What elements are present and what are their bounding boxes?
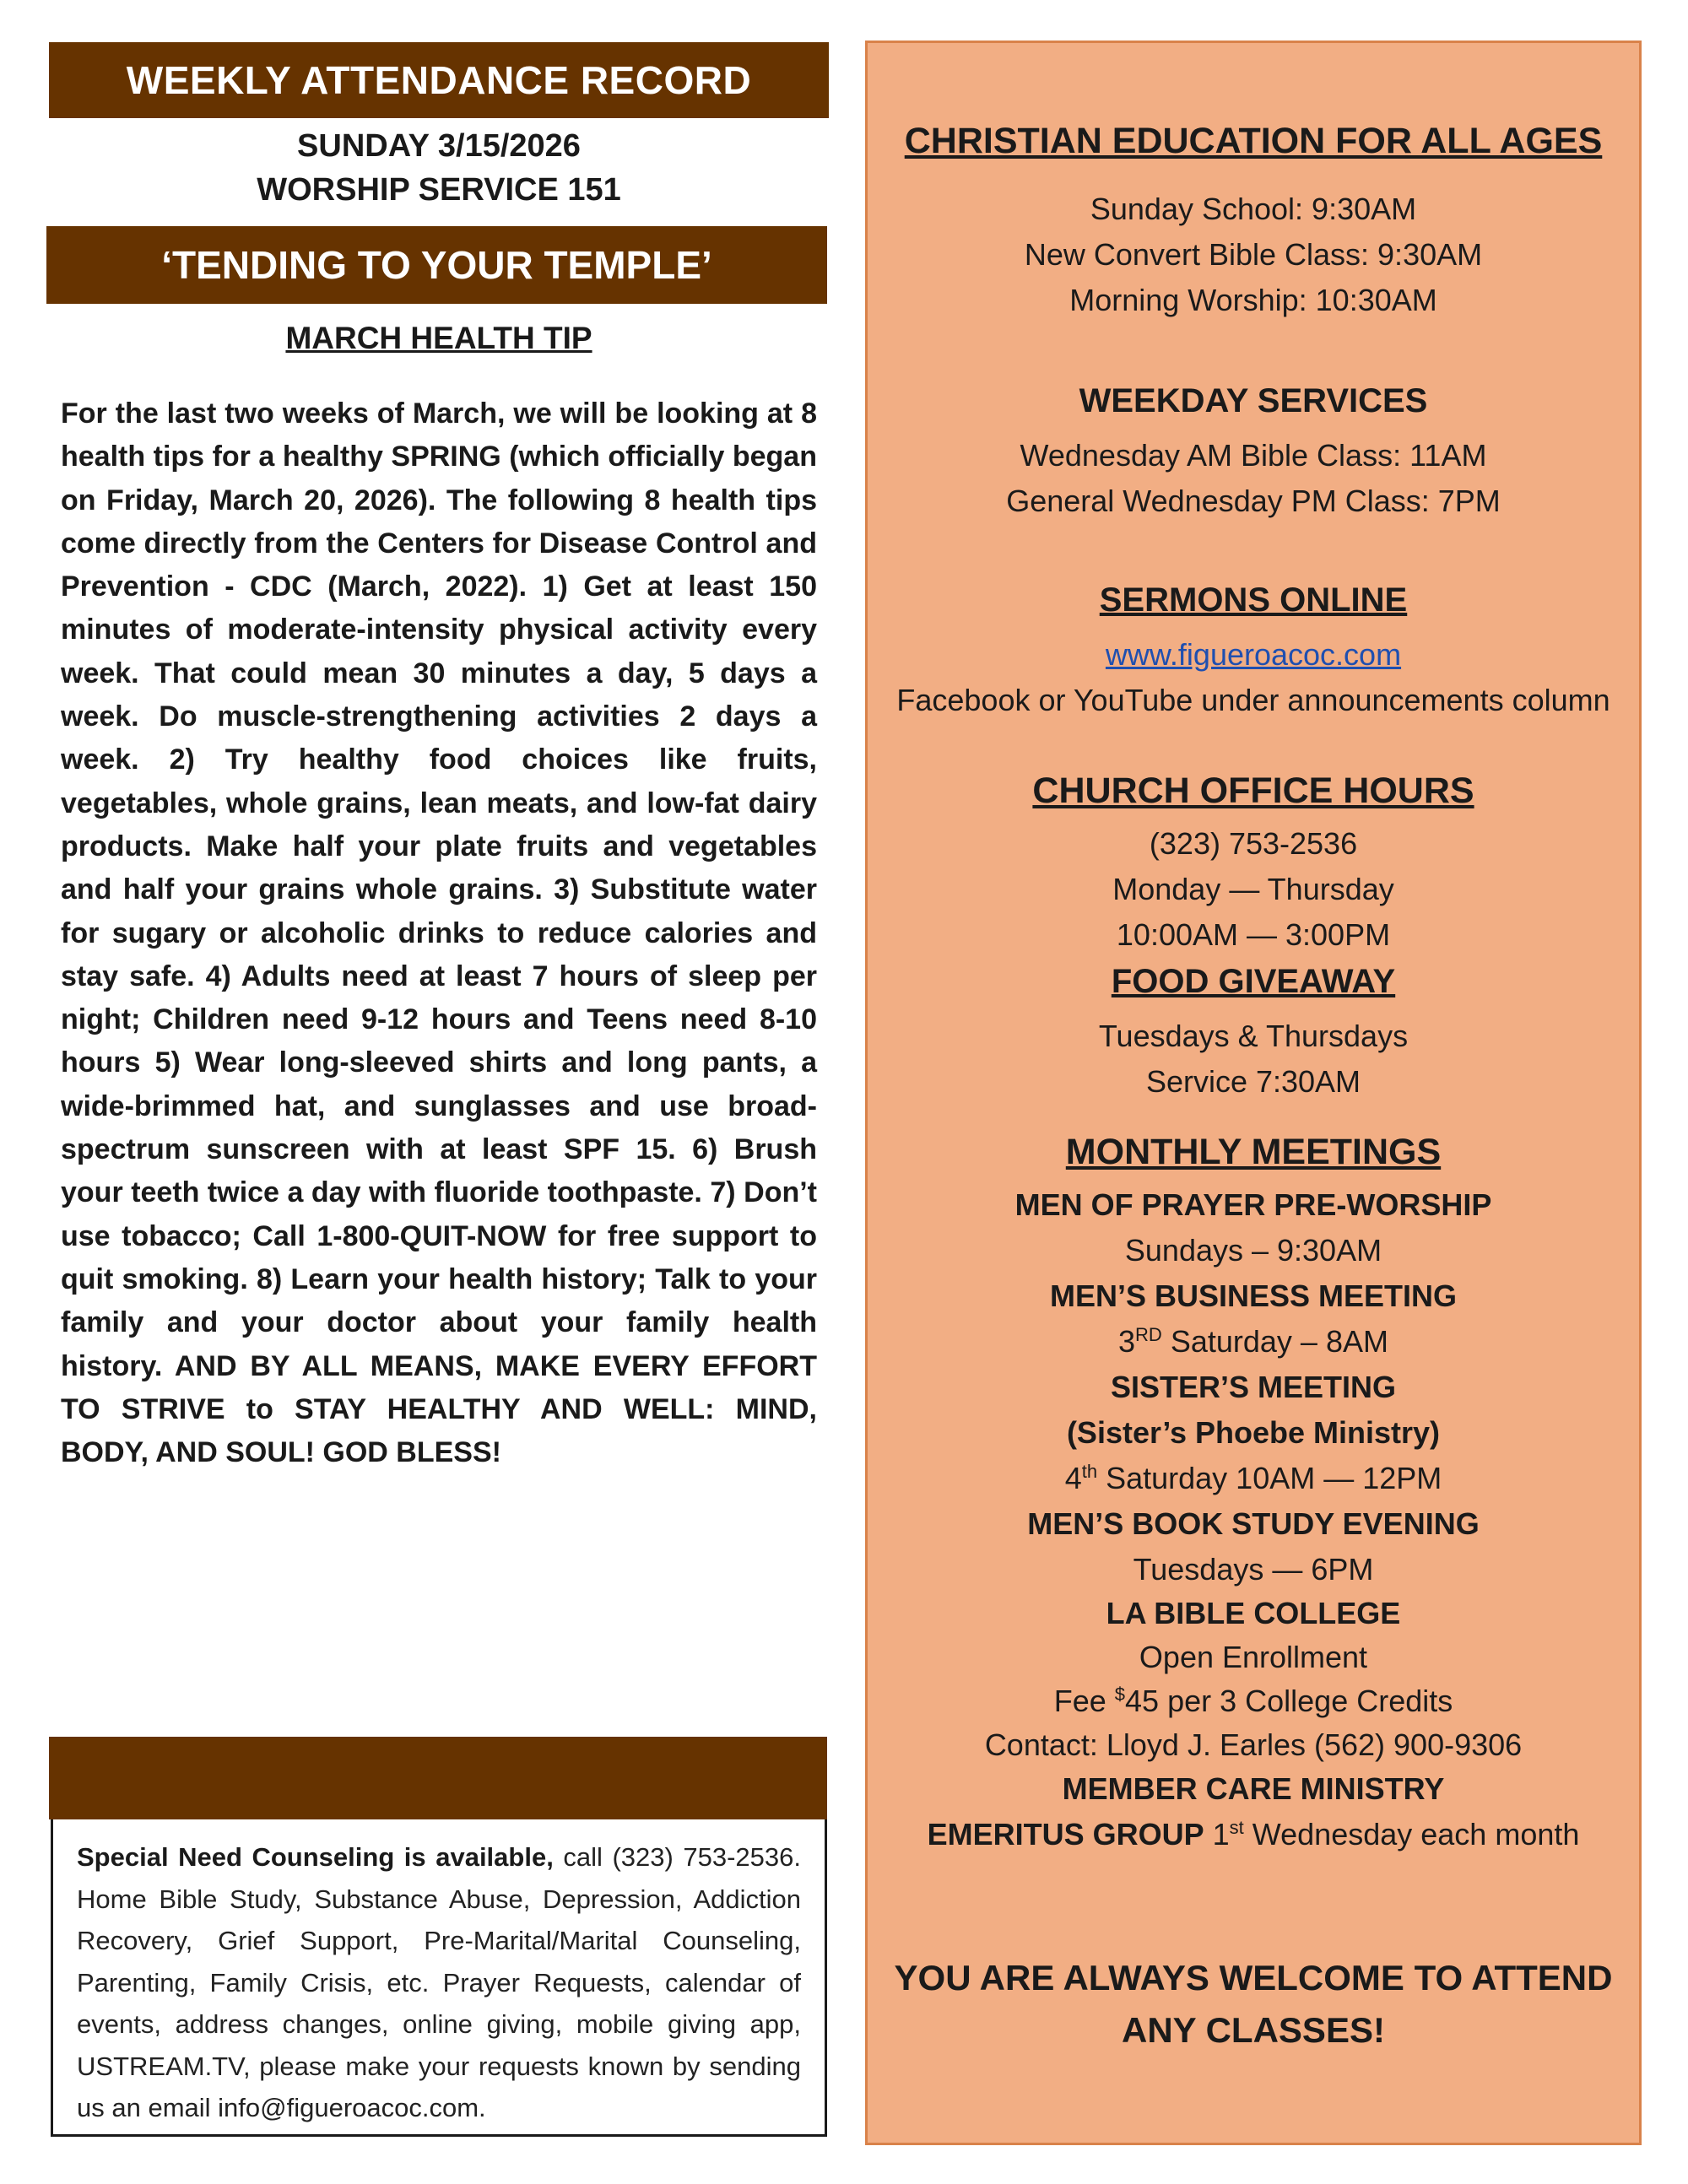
monthly-meetings-title: MONTHLY MEETINGS — [1065, 1132, 1442, 1172]
member-care: MEMBER CARE MINISTRY — [1062, 1771, 1445, 1806]
counseling-lead: Special Need Counseling is available, — [77, 1842, 554, 1872]
sisters-ministry: (Sister’s Phoebe Ministry) — [1066, 1415, 1441, 1450]
new-convert-class: New Convert Bible Class: 9:30AM — [1024, 237, 1483, 272]
office-hours-title: CHURCH OFFICE HOURS — [1032, 770, 1474, 811]
men-of-prayer-time: Sundays – 9:30AM — [1124, 1233, 1382, 1268]
schedule-panel — [865, 41, 1642, 2145]
wednesday-pm-class: General Wednesday PM Class: 7PM — [1006, 484, 1501, 518]
sisters-meeting-time: 4th Saturday 10AM — 12PM — [1064, 1461, 1442, 1495]
website-link[interactable]: www.figueroacoc.com — [1105, 637, 1402, 672]
office-time: 10:00AM — 3:00PM — [1116, 917, 1391, 952]
social-media: Facebook or YouTube under announcements column — [896, 683, 1610, 717]
website-row — [868, 637, 1639, 673]
mens-business-meeting: MEN’S BUSINESS MEETING — [1049, 1279, 1458, 1313]
counseling-details: call (323) 753-2536. Home Bible Study, Substance Abuse, Depression, Addiction Recovery, Grief Support, Pre-Marital/Marital Counseling, Parenting, Family Crisis, etc. Prayer Requests, calendar of events, address changes, online giving, mobile giving app, USTREAM.TV, please make your requests known by sending us an email info@figueroacoc.com. — [77, 1842, 801, 2122]
welcome-line-2: ANY CLASSES! — [1122, 2010, 1385, 2050]
food-days: Tuesdays & Thursdays — [1098, 1019, 1409, 1053]
morning-worship: Morning Worship: 10:30AM — [1069, 283, 1437, 317]
book-study-time: Tuesdays — 6PM — [1133, 1552, 1374, 1587]
counseling-header-bar — [49, 1737, 827, 1819]
bible-college: LA BIBLE COLLEGE — [1106, 1596, 1401, 1630]
college-fee: Fee $45 per 3 College Credits — [1053, 1684, 1453, 1718]
theme-banner — [46, 226, 827, 304]
food-time: Service 7:30AM — [1145, 1064, 1361, 1099]
service-number: WORSHIP SERVICE 151 — [257, 172, 621, 208]
sisters-meeting: SISTER’S MEETING — [1110, 1370, 1397, 1404]
men-of-prayer: MEN OF PRAYER PRE-WORSHIP — [1014, 1187, 1492, 1222]
food-giveaway-title: FOOD GIVEAWAY — [1111, 963, 1396, 1000]
office-days: Monday — Thursday — [1112, 872, 1394, 906]
welcome-line-1: YOU ARE ALWAYS WELCOME TO ATTEND — [894, 1958, 1613, 1997]
book-study: MEN’S BOOK STUDY EVENING — [1027, 1506, 1480, 1541]
weekday-title: WEEKDAY SERVICES — [1079, 382, 1428, 419]
attendance-banner — [49, 42, 829, 118]
mens-business-time: 3RD Saturday – 8AM — [1118, 1324, 1388, 1359]
emeritus-group: EMERITUS GROUP 1st Wednesday each month — [927, 1817, 1580, 1852]
sunday-school: Sunday School: 9:30AM — [1090, 192, 1417, 226]
counseling-box — [51, 1819, 827, 2137]
education-title: CHRISTIAN EDUCATION FOR ALL AGES — [904, 121, 1603, 161]
college-contact: Contact: Lloyd J. Earles (562) 900-9306 — [984, 1727, 1523, 1762]
office-phone: (323) 753-2536 — [1149, 826, 1358, 861]
wednesday-am-class: Wednesday AM Bible Class: 11AM — [1020, 438, 1487, 473]
sermons-title: SERMONS ONLINE — [1099, 581, 1408, 619]
service-date: SUNDAY 3/15/2026 — [297, 128, 581, 164]
counseling-text — [77, 1836, 801, 2129]
theme-banner-text: ‘TENDING TO YOUR TEMPLE’ — [161, 243, 712, 287]
enrollment: Open Enrollment — [1139, 1640, 1368, 1674]
attendance-banner-text: WEEKLY ATTENDANCE RECORD — [126, 58, 752, 102]
health-tip-body: For the last two weeks of March, we will be looking at 8 health tips for a healthy SPRING (which officially began on Friday, March 20, 2026). The following 8 health tips come directly from the Centers for Disease Control and Prevention - CDC (March, 2022). 1) Get at least 150 minutes of moderate-intensity physical activity every week. That could mean 30 minutes a day, 5 days a week. Do muscle-strengthening activities 2 days a week. 2) Try healthy food choices like fruits, vegetables, whole grains, lean meats, and low-fat dairy products. Make half your plate fruits and vegetables and half your grains whole grains. 3) Substitute water for sugary or alcoholic drinks to reduce calories and stay safe. 4) Adults need at least 7 hours of sleep per night; Children need 9-12 hours and Teens need 8-10 hours 5) Wear long-sleeved shirts and long pants, a wide-brimmed hat, and sunglasses and use broad-spectrum sunscreen with at least SPF 15. 6) Brush your teeth twice a day with fluoride toothpaste. 7) Don’t use tobacco; Call 1-800-QUIT-NOW for free support to quit smoking. 8) Learn your health history; Talk to your family and your doctor about your family health history. AND BY ALL MEANS, MAKE EVERY EFFORT TO STRIVE to STAY HEALTHY AND WELL: MIND, BODY, AND SOUL! GOD BLESS! — [61, 397, 817, 1469]
health-tip-title: MARCH HEALTH TIP — [285, 321, 592, 355]
welcome-message — [868, 1952, 1639, 2057]
